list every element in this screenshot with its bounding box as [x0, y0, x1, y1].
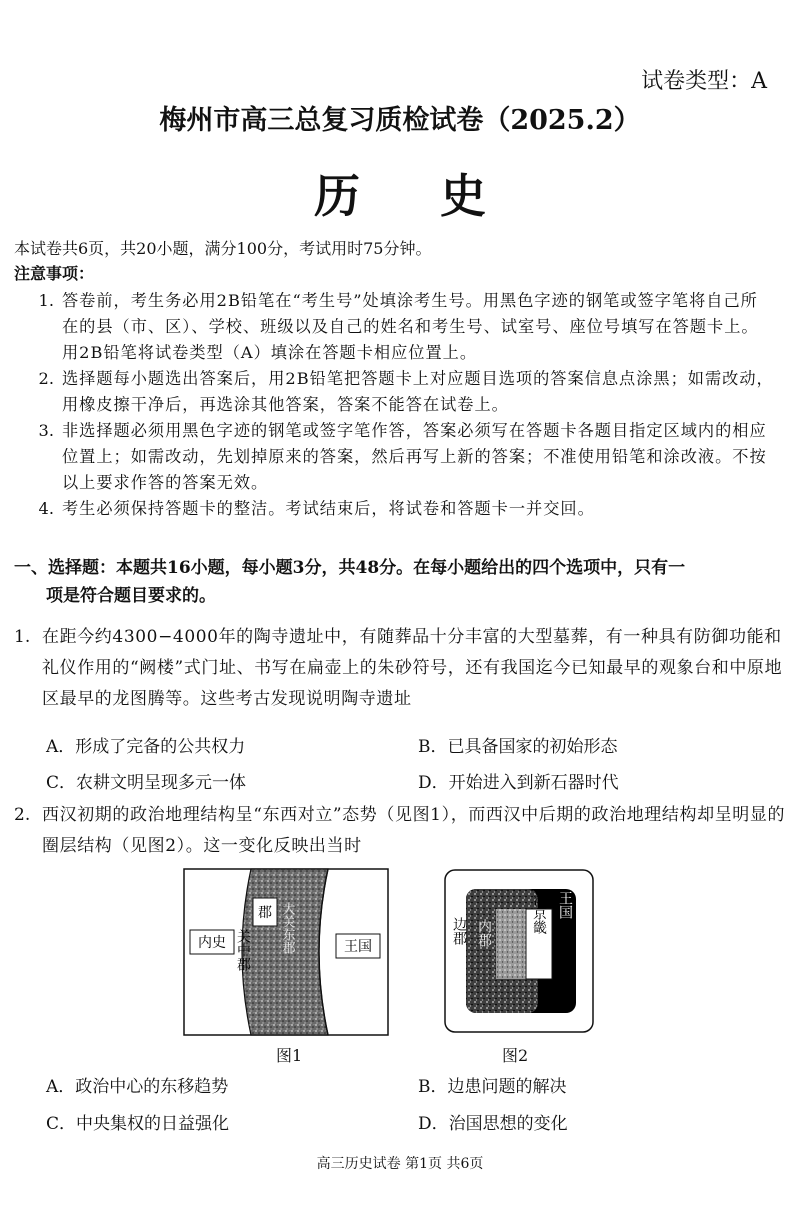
figure-2-wangguo-label: 王国 [557, 891, 573, 919]
notice-item [14, 496, 774, 522]
notice-number: 1. [38, 291, 54, 310]
exam-title: 梅州市高三总复习质检试卷（2025.2） [159, 105, 641, 136]
exam-intro: 本试卷共6页，共20小题，满分100分，考试用时75分钟。 [14, 239, 432, 258]
question-1 [14, 622, 788, 715]
notice-text: 答卷前，考生务必用2B铅笔在“考生号”处填涂考生号。用黑色字迹的钢笔或签字笔将自己所在的县（市、区）、学校、班级以及自己的姓名和考生号、试室号、座位号填写在答题卡上。用2B铅笔将试卷类型（A）填涂在答题卡相应位置上。 [62, 291, 759, 362]
figure-2-bianjun-label: 边郡 [451, 917, 467, 945]
notice-text: 考生必须保持答题卡的整洁。考试结束后，将试卷和答题卡一并交回。 [62, 499, 595, 518]
figure-2-mid-label: 淮京畿 [531, 892, 547, 934]
option-b[interactable]: B．已具备国家的初始形态 [418, 737, 618, 757]
figure-2-neijun-label: 内郡 [476, 919, 492, 947]
page-footer: 高三历史试卷 第1页 共6页 [316, 1156, 484, 1172]
option-b[interactable]: B．边患问题的解决 [418, 1077, 567, 1097]
notice-text: 非选择题必须用黑色字迹的钢笔或签字笔作答，答案必须写在答题卡各题目指定区域内的相应位置上；如需改动，先划掉原来的答案，然后再写上新的答案；不准使用铅笔和涂改液。不按以上要求作答的答案无效。 [62, 421, 767, 492]
figure-2-caption: 图2 [502, 1046, 529, 1065]
option-a[interactable]: A．政治中心的东移趋势 [46, 1077, 229, 1097]
question-2 [14, 800, 788, 862]
question-number: 2. [14, 805, 31, 825]
notice-text: 选择题每小题选出答案后，用2B铅笔把答题卡上对应题目选项的答案信息点涂黑；如需改动，用橡皮擦干净后，再选涂其他答案，答案不能答在试卷上。 [62, 369, 774, 414]
section-line-1: 一、选择题：本题共16小题，每小题3分，共48分。在每小题给出的四个选项中，只有一 [14, 558, 686, 578]
notice-item [14, 288, 774, 366]
option-d[interactable]: D．治国思想的变化 [418, 1114, 568, 1134]
notice-number: 2. [38, 369, 54, 388]
question-stem: 西汉初期的政治地理结构呈“东西对立”态势（见图1），而西汉中后期的政治地理结构却呈明显的圈层结构（见图2）。这一变化反映出当时 [42, 805, 786, 856]
figure-1-neishi-label: 内史 [198, 935, 226, 951]
option-d[interactable]: D．开始进入到新石器时代 [418, 773, 619, 793]
option-c[interactable]: C．中央集权的日益强化 [46, 1114, 230, 1134]
figure-1-dadongjun-label: 大关东郡 [279, 902, 295, 954]
figure-1-caption: 图1 [276, 1046, 303, 1065]
notice-item [14, 418, 774, 496]
option-c[interactable]: C．农耕文明呈现多元一体 [46, 773, 247, 793]
option-a[interactable]: A．形成了完备的公共权力 [46, 737, 246, 757]
figure-1-guanzhong-label: 关中郡 [235, 929, 251, 971]
subject-title: 历史 [314, 169, 566, 223]
notice-number: 4. [38, 499, 54, 518]
notice-heading: 注意事项： [14, 264, 95, 283]
figure-1-wangguo-label: 王国 [344, 939, 372, 955]
question-number: 1. [14, 627, 31, 647]
notice-number: 3. [38, 421, 54, 440]
figure-1-jun-label: 郡 [258, 905, 272, 921]
figure-2-map [444, 869, 594, 1033]
section-heading [14, 554, 786, 610]
paper-type: 试卷类型：A [641, 69, 767, 94]
notice-item [14, 366, 774, 418]
question-stem: 在距今约4300−4000年的陶寺遗址中，有随葬品十分丰富的大型墓葬，有一种具有防御功能和礼仪作用的“阙楼”式门址、书写在扁壶上的朱砂符号，还有我国迄今已知最早的观象台和中原地区最早的龙图腾等。这些考古发现说明陶寺遗址 [42, 627, 783, 709]
notice-list [14, 288, 774, 522]
figure-2-capital-zone [496, 909, 526, 979]
section-line-2: 项是符合题目要求的。 [46, 586, 216, 606]
figure-1-map [183, 868, 389, 1036]
